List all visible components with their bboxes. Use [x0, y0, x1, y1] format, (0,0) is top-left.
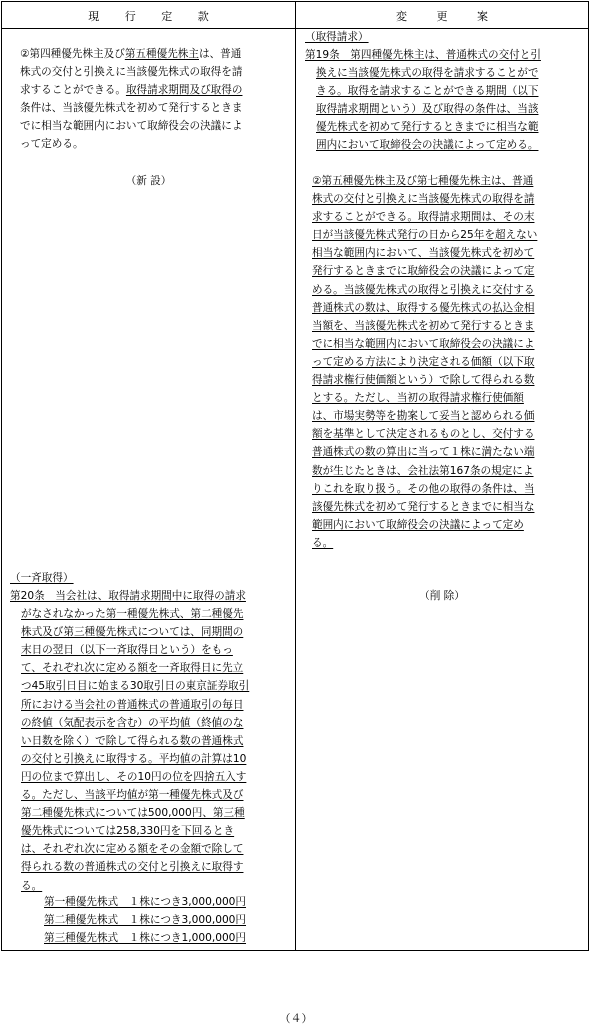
article-20-line: 得られる数の普通株式の交付と引換えに取得す	[21, 861, 244, 874]
article-20-line: 第二種優先株式については500,000円、第三種	[21, 807, 245, 820]
header-proposed-amendments: 変 更 案	[396, 10, 488, 23]
column-divider	[295, 2, 296, 950]
article-19-line: きる。取得を請求することができる期間（以下	[316, 85, 539, 98]
article-20-heading: （一斉取得）	[10, 572, 74, 584]
article-20-line: は、それぞれ次に定める額をその金額で除して	[21, 843, 244, 856]
article-20-line: つ45取引日目に始まる30取引日の東京証券取引	[21, 680, 250, 693]
article-20-line: 所における当会社の普通株式の普通取引の毎日	[21, 698, 244, 711]
proposed-para-2-line: 日が当該優先株式発行の日から25年を超えない	[312, 229, 538, 242]
text-line: でに相当な範囲内において取締役会の決議によ	[20, 120, 243, 133]
amount-row: 第一種優先株式 １株につき3,000,000円	[44, 896, 247, 908]
text-line: 条件は、当該優先株式を初めて発行するときま	[20, 102, 243, 115]
proposed-para-2-line: る。	[312, 536, 334, 549]
proposed-para-2-line: 株式の交付と引換えに当該優先株式の取得を請	[312, 193, 535, 206]
article-20-line: 末日の翌日（以下一斉取得日という）をもっ	[21, 644, 233, 657]
article-19-heading: （取得請求）	[305, 31, 369, 43]
header-current-articles: 現 行 定 款	[88, 10, 209, 23]
text-line: って定める。	[20, 138, 84, 151]
text-line: 求することができる。取得請求期間及び取得の	[20, 84, 243, 97]
proposed-para-2-line: 相当な範囲内において、当該優先株式を初めて	[312, 247, 535, 260]
amount-row: 第二種優先株式 １株につき3,000,000円	[44, 914, 247, 927]
article-20-line: 円の位まで算出し、その10円の位を四捨五入す	[21, 770, 247, 783]
text-line: 株式の交付と引換えに当該優先株式の取得を請	[20, 66, 243, 79]
proposed-para-2-line: 該優先株式を初めて発行するときまでに相当な	[312, 500, 535, 513]
proposed-para-2	[312, 172, 588, 552]
proposed-para-2-line: ②第五種優先株主及び第七種優先株主は、普通	[312, 175, 534, 187]
article-20-line: て、それぞれ次に定める額を一斉取得日に先立	[21, 662, 244, 675]
article-20-line: い日数を除く）で除して得られる数の普通株式	[21, 734, 244, 747]
proposed-para-2-line: 当額を、当該優先株式を初めて発行するときま	[312, 319, 535, 332]
article-19-line: 換えに当該優先株式の取得を請求することがで	[316, 67, 539, 80]
article-20-line: の交付と引換えに取得する。平均値の計算は10	[21, 752, 247, 765]
proposed-para-2-line: でに相当な範囲内において取締役会の決議によ	[312, 337, 535, 350]
article-19-line: 第19条 第四種優先株主は、普通株式の交付と引	[305, 49, 541, 61]
article-19-line: 取得請求期間という）及び取得の条件は、当該	[316, 103, 539, 116]
proposed-para-2-line: とする。ただし、当初の取得請求権行使価額	[312, 392, 524, 405]
article-20-line: 第20条 当会社は、取得請求期間中に取得の請求	[10, 590, 246, 602]
current-para-2	[20, 45, 292, 154]
article-20-amount-table	[44, 893, 284, 947]
article-20-line: 株式及び第三種優先株式については、同期間の	[21, 626, 244, 639]
article-20-line: る。	[21, 879, 43, 892]
proposed-para-2-line: 額を基準として決定されるものとし、交付する	[312, 428, 535, 441]
article-19-body	[305, 46, 587, 155]
new-establishment-mark: （新 設）	[125, 175, 172, 187]
proposed-para-2-line: って定める方法により決定される価額（以下取	[312, 355, 535, 368]
page-number: （４）	[279, 1012, 313, 1025]
proposed-para-2-line: 範囲内において取締役会の決議によって定め	[312, 518, 524, 531]
article-20-line: 優先株式については258,330円を下回るとき	[21, 825, 235, 838]
proposed-para-2-line: 普通株式の数は、取得する優先株式の払込金相	[312, 301, 535, 314]
proposed-para-2-line: は、市場実勢等を勘案して妥当と認められる価	[312, 410, 535, 423]
article-19-line: 囲内において取締役会の決議によって定める。	[316, 139, 539, 152]
article-20-line: る。ただし、当該平均値が第一種優先株式及び	[21, 789, 244, 802]
proposed-para-2-line: 求することができる。取得請求期間は、その末	[312, 211, 535, 224]
article-20-line: がなされなかった第一種優先株式、第二種優先	[21, 608, 244, 621]
proposed-para-2-line: 数が生じたときは、会社法第167条の規定によ	[312, 464, 534, 477]
proposed-para-2-line: 普通株式の数の算出に当って１株に満たない端	[312, 446, 535, 459]
proposed-para-2-line: める。当該優先株式の取得と引換えに交付する	[312, 283, 535, 296]
article-19-line: 優先株式を初めて発行するときまでに相当な範	[316, 121, 539, 134]
article-20-body	[10, 587, 292, 895]
amendment-table	[1, 1, 589, 951]
article-20-line: の終値（気配表示を含む）の平均値（終値のな	[21, 716, 244, 729]
proposed-para-2-line: りこれを取り扱う。その他の取得の条件は、当	[312, 482, 535, 495]
text-line: ②第四種優先株主及び第五種優先株主は、普通	[20, 48, 242, 60]
proposed-para-2-line: 得請求権行使価額という）で除して得られる数	[312, 374, 535, 387]
amount-row: 第三種優先株式 １株につき1,000,000円	[44, 932, 247, 945]
proposed-para-2-line: 発行するときまでに取締役会の決議によって定	[312, 265, 535, 278]
deletion-mark: （削 除）	[419, 590, 465, 602]
